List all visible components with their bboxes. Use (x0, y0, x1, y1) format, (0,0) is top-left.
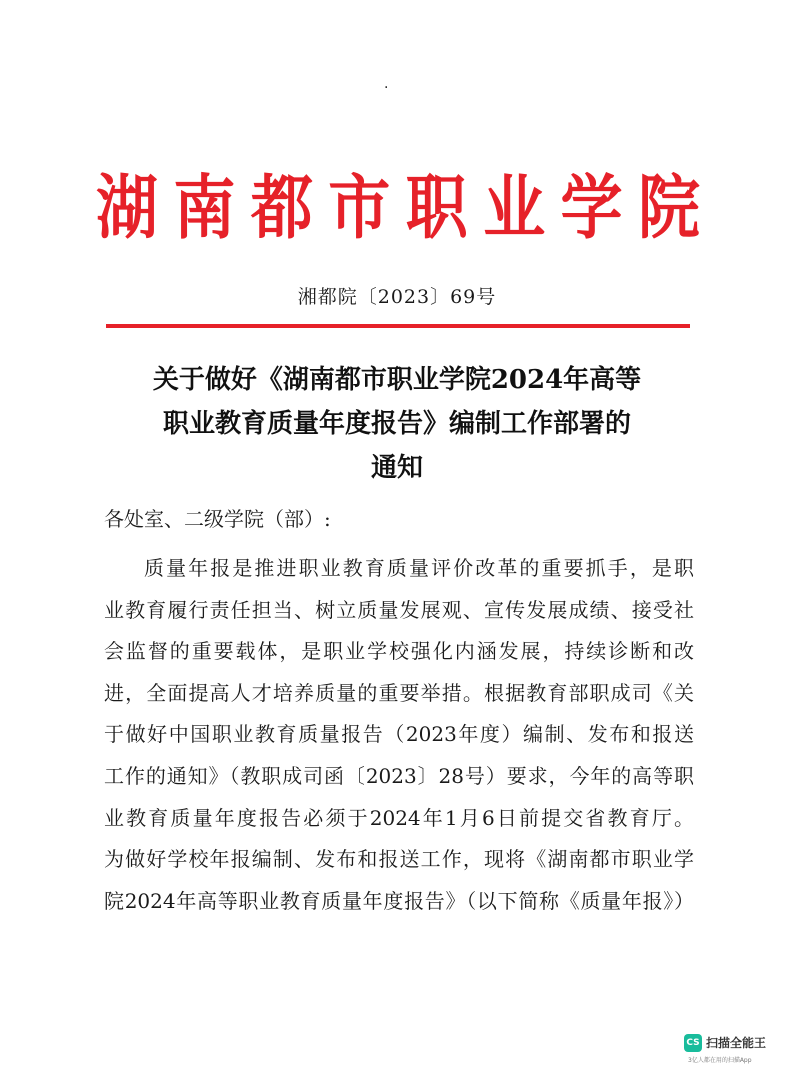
masthead-char: 业 (483, 166, 546, 249)
masthead-char: 市 (328, 166, 391, 249)
title-line: 职业教育质量年度报告》编制工作部署的 (162, 409, 631, 439)
body-line: 会监督的重要载体，是职业学校强化内涵发展，持续诊断和改 (104, 639, 694, 664)
body-line: 为做好学校年报编制、发布和报送工作，现将《湖南都市职业学 (104, 847, 694, 872)
document-number: 湘都院〔2023〕69号 (297, 286, 497, 308)
masthead-char: 都 (250, 166, 313, 249)
body-line: 质量年报是推进职业教育质量评价改革的重要抓手，是职 (144, 556, 694, 580)
masthead-char: 职 (405, 166, 468, 249)
body-paragraph (104, 548, 694, 922)
masthead-char: 学 (560, 166, 623, 249)
body-line: 业教育质量年度报告必须于2024年1月6日前提交省教育厅。 (104, 805, 694, 830)
title-line: 关于做好《湖南都市职业学院2024年高等 (152, 365, 642, 395)
body-line: 进，全面提高人才培养质量的重要举措。根据教育部职成司《关 (104, 680, 694, 705)
body-line: 工作的通知》（教职成司函〔2023〕28号）要求，今年的高等职 (104, 763, 694, 788)
stray-dot: · (384, 80, 389, 96)
red-divider-line (106, 324, 690, 328)
document-title (100, 358, 694, 490)
salutation: 各处室、二级学院（部）: (104, 507, 331, 531)
body-line: 院2024年高等职业教育质量年度报告》（以下简称《质量年报》） (104, 888, 694, 913)
masthead-char: 湖 (96, 166, 159, 249)
masthead-char: 南 (173, 166, 236, 249)
body-line: 于做好中国职业教育质量报告（2023年度）编制、发布和报送 (104, 722, 694, 747)
body-line: 业教育履行责任担当、树立质量发展观、宣传发展成绩、接受社 (104, 597, 694, 622)
camscanner-logo-icon: CS (684, 1034, 702, 1052)
masthead-char: 院 (637, 166, 700, 249)
scanner-watermark (684, 1032, 788, 1072)
title-line: 通知 (370, 453, 423, 483)
scanner-tagline: 3亿人都在用的扫描App (688, 1057, 752, 1064)
institution-masthead (96, 168, 700, 248)
scanner-brand-name: 扫描全能王 (706, 1036, 767, 1050)
